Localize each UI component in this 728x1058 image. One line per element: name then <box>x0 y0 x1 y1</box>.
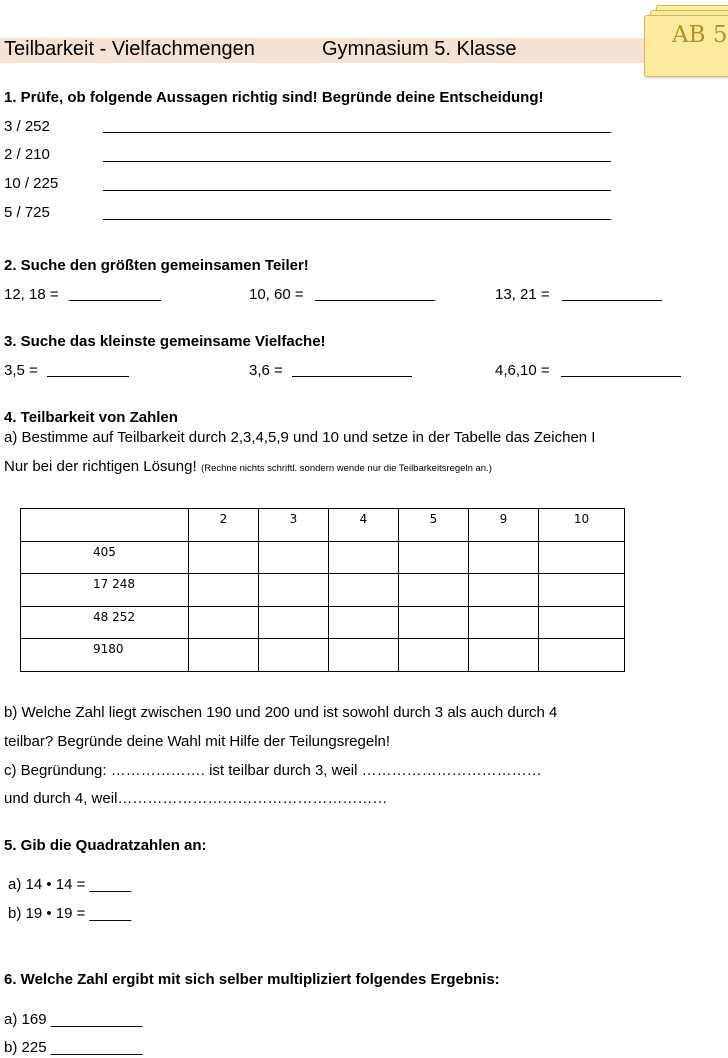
table-header-cell <box>21 509 189 542</box>
table-header-cell: 5 <box>399 509 469 542</box>
q4-hint: (Rechne nichts schriftl. sondern wende nur die Teilbarkeitsregeln an.) <box>201 463 492 474</box>
table-cell[interactable] <box>399 606 469 639</box>
q1-item-2: 2 / 210 <box>4 146 50 163</box>
table-cell[interactable] <box>329 639 399 672</box>
q1-item-1: 3 / 252 <box>4 118 50 135</box>
table-header-cell: 3 <box>259 509 329 542</box>
q2-item-3: 13, 21 = <box>495 286 550 303</box>
answer-line <box>47 376 129 377</box>
q4-title: 4. Teilbarkeit von Zahlen <box>4 409 178 426</box>
q1-title: 1. Prüfe, ob folgende Aussagen richtig sind! Begründe deine Entscheidung! <box>4 89 544 106</box>
q1-item-3: 10 / 225 <box>4 175 59 192</box>
table-cell[interactable] <box>329 574 399 607</box>
answer-line <box>292 376 412 377</box>
grade-label: Gymnasium 5. Klasse <box>322 38 517 60</box>
table-cell[interactable] <box>259 541 329 574</box>
q4-instruction-a: a) Bestimme auf Teilbarkeit durch 2,3,4,5,9 und 10 und setze in der Tabelle das Zeichen I <box>4 429 596 446</box>
answer-line <box>561 376 681 377</box>
answer-line <box>562 300 662 301</box>
q4-instruction-b-text: Nur bei der richtigen Lösung! <box>4 458 197 475</box>
q3-title: 3. Suche das kleinste gemeinsame Vielfache! <box>4 333 326 350</box>
answer-line <box>103 219 611 220</box>
table-cell[interactable] <box>329 541 399 574</box>
table-cell[interactable] <box>189 639 259 672</box>
q4b-line-2: teilbar? Begründe deine Wahl mit Hilfe der Teilungsregeln! <box>4 733 391 750</box>
q2-item-2: 10, 60 = <box>249 286 304 303</box>
table-row <box>21 574 625 607</box>
q2-item-1: 12, 18 = <box>4 286 59 303</box>
q5-title: 5. Gib die Quadratzahlen an: <box>4 837 207 854</box>
table-row-label: 9180 <box>21 639 189 672</box>
table-cell[interactable] <box>399 574 469 607</box>
table-cell[interactable] <box>189 574 259 607</box>
q5-item-2: b) 19 • 19 = _____ <box>8 905 132 922</box>
q4b-line-1: b) Welche Zahl liegt zwischen 190 und 200 und ist sowohl durch 3 als auch durch 4 <box>4 704 558 721</box>
table-cell[interactable] <box>329 606 399 639</box>
table-header-cell: 4 <box>329 509 399 542</box>
table-cell[interactable] <box>189 606 259 639</box>
table-row <box>21 606 625 639</box>
table-header-row <box>21 509 625 542</box>
answer-line <box>103 132 611 133</box>
table-cell[interactable] <box>469 541 539 574</box>
table-header-cell: 10 <box>539 509 625 542</box>
table-cell[interactable] <box>189 541 259 574</box>
q3-item-3: 4,6,10 = <box>495 362 550 379</box>
q6-item-2: b) 225 ___________ <box>4 1039 143 1056</box>
table-cell[interactable] <box>539 639 625 672</box>
table-cell[interactable] <box>399 639 469 672</box>
q5-item-1: a) 14 • 14 = _____ <box>8 876 132 893</box>
table-cell[interactable] <box>539 606 625 639</box>
q4c-line-1: c) Begründung: ………………. ist teilbar durch 3, weil ……………………………… <box>4 762 542 779</box>
table-header-cell: 9 <box>469 509 539 542</box>
q4-instruction-b <box>4 458 492 476</box>
answer-line <box>69 300 161 301</box>
answer-line <box>103 161 611 162</box>
table-cell[interactable] <box>259 574 329 607</box>
answer-line <box>103 190 611 191</box>
q2-title: 2. Suche den größten gemeinsamen Teiler! <box>4 257 309 274</box>
table-cell[interactable] <box>469 574 539 607</box>
worksheet-badge: AB 5 <box>672 22 728 48</box>
answer-line <box>315 300 435 301</box>
table-cell[interactable] <box>259 639 329 672</box>
table-row <box>21 541 625 574</box>
table-cell[interactable] <box>469 639 539 672</box>
q6-title: 6. Welche Zahl ergibt mit sich selber multipliziert folgendes Ergebnis: <box>4 971 500 988</box>
table-header-cell: 2 <box>189 509 259 542</box>
table-row-label: 17 248 <box>21 574 189 607</box>
table-cell[interactable] <box>259 606 329 639</box>
table-row-label: 48 252 <box>21 606 189 639</box>
table-cell[interactable] <box>539 574 625 607</box>
divisibility-table <box>20 508 625 672</box>
q1-item-4: 5 / 725 <box>4 204 50 221</box>
table-row <box>21 639 625 672</box>
q6-item-1: a) 169 ___________ <box>4 1011 143 1028</box>
table-cell[interactable] <box>539 541 625 574</box>
table-row-label: 405 <box>21 541 189 574</box>
q4c-line-2: und durch 4, weil……………………………………………… <box>4 790 388 807</box>
q3-item-1: 3,5 = <box>4 362 38 379</box>
table-cell[interactable] <box>399 541 469 574</box>
table-cell[interactable] <box>469 606 539 639</box>
worksheet-title: Teilbarkeit - Vielfachmengen <box>4 38 255 60</box>
q3-item-2: 3,6 = <box>249 362 283 379</box>
